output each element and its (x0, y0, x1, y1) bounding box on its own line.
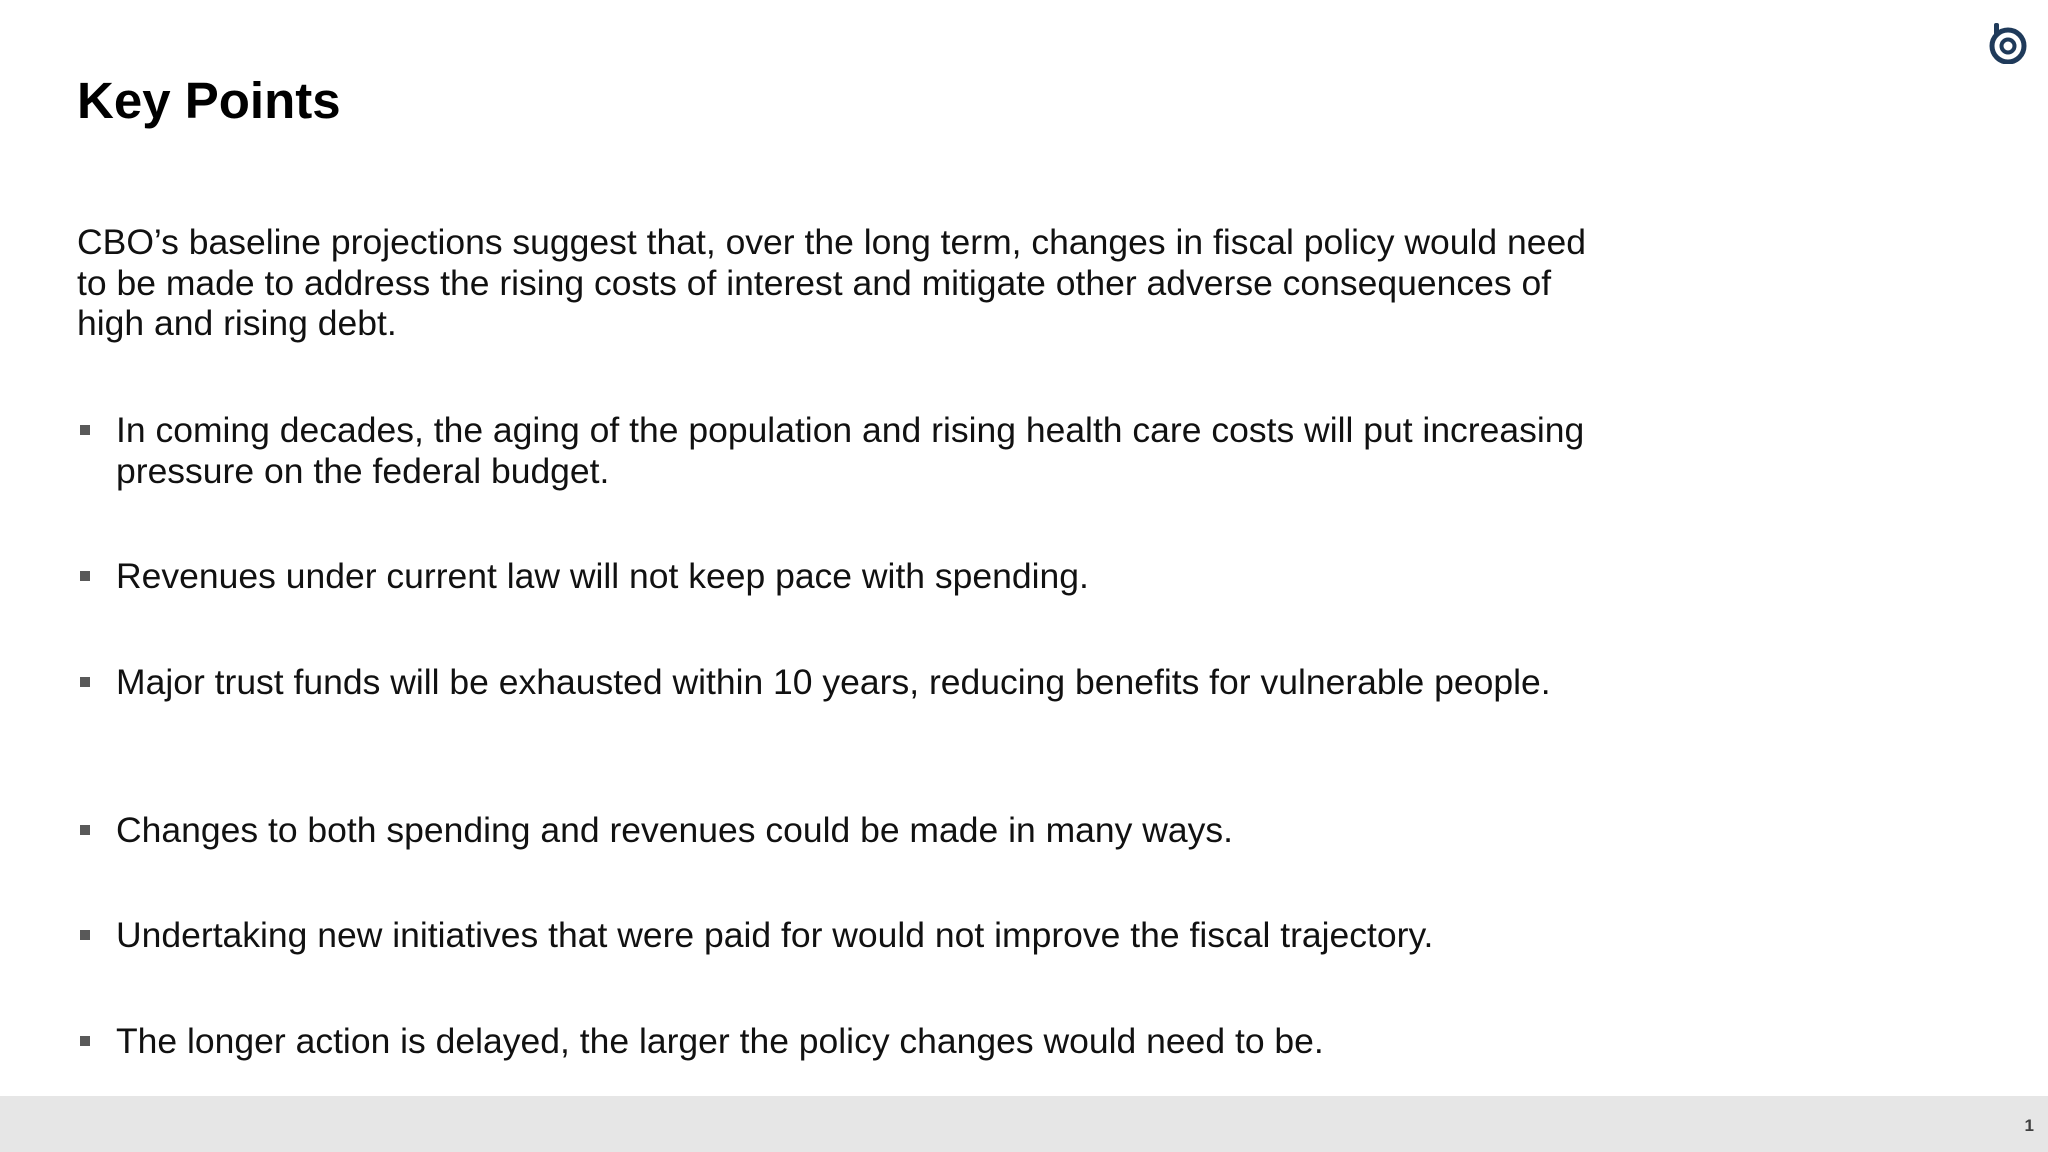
list-item (77, 810, 1637, 851)
list-item (77, 662, 1637, 703)
square-bullet-icon (80, 571, 90, 581)
intro-paragraph: CBO’s baseline projections suggest that, over the long term, changes in fiscal policy would need to be made to address the rising costs of interest and mitigate other adverse consequences of high and rising debt. (77, 222, 1586, 343)
list-item-text: Revenues under current law will not keep pace with spending. (116, 556, 1089, 596)
list-item (77, 915, 1637, 956)
list-item-text: Undertaking new initiatives that were paid for would not improve the fiscal trajectory. (116, 915, 1434, 955)
footer-bar (0, 1096, 2048, 1152)
list-item (77, 556, 1637, 597)
square-bullet-icon (80, 825, 90, 835)
page-number: 1 (2024, 1116, 2034, 1135)
list-item (77, 1021, 1637, 1062)
page-title: Key Points (77, 72, 341, 129)
list-item-text: The longer action is delayed, the larger the policy changes would need to be. (116, 1021, 1324, 1061)
square-bullet-icon (80, 930, 90, 940)
square-bullet-icon (80, 425, 90, 435)
square-bullet-icon (80, 1036, 90, 1046)
list-item-text: Changes to both spending and revenues could be made in many ways. (116, 810, 1234, 850)
cbo-logo-icon (1986, 22, 2028, 64)
list-item (77, 410, 1637, 491)
square-bullet-icon (80, 677, 90, 687)
list-item-text: Major trust funds will be exhausted within 10 years, reducing benefits for vulnerable people. (116, 662, 1551, 702)
list-item-text: In coming decades, the aging of the population and rising health care costs will put increasing pressure on the federal budget. (116, 410, 1585, 491)
